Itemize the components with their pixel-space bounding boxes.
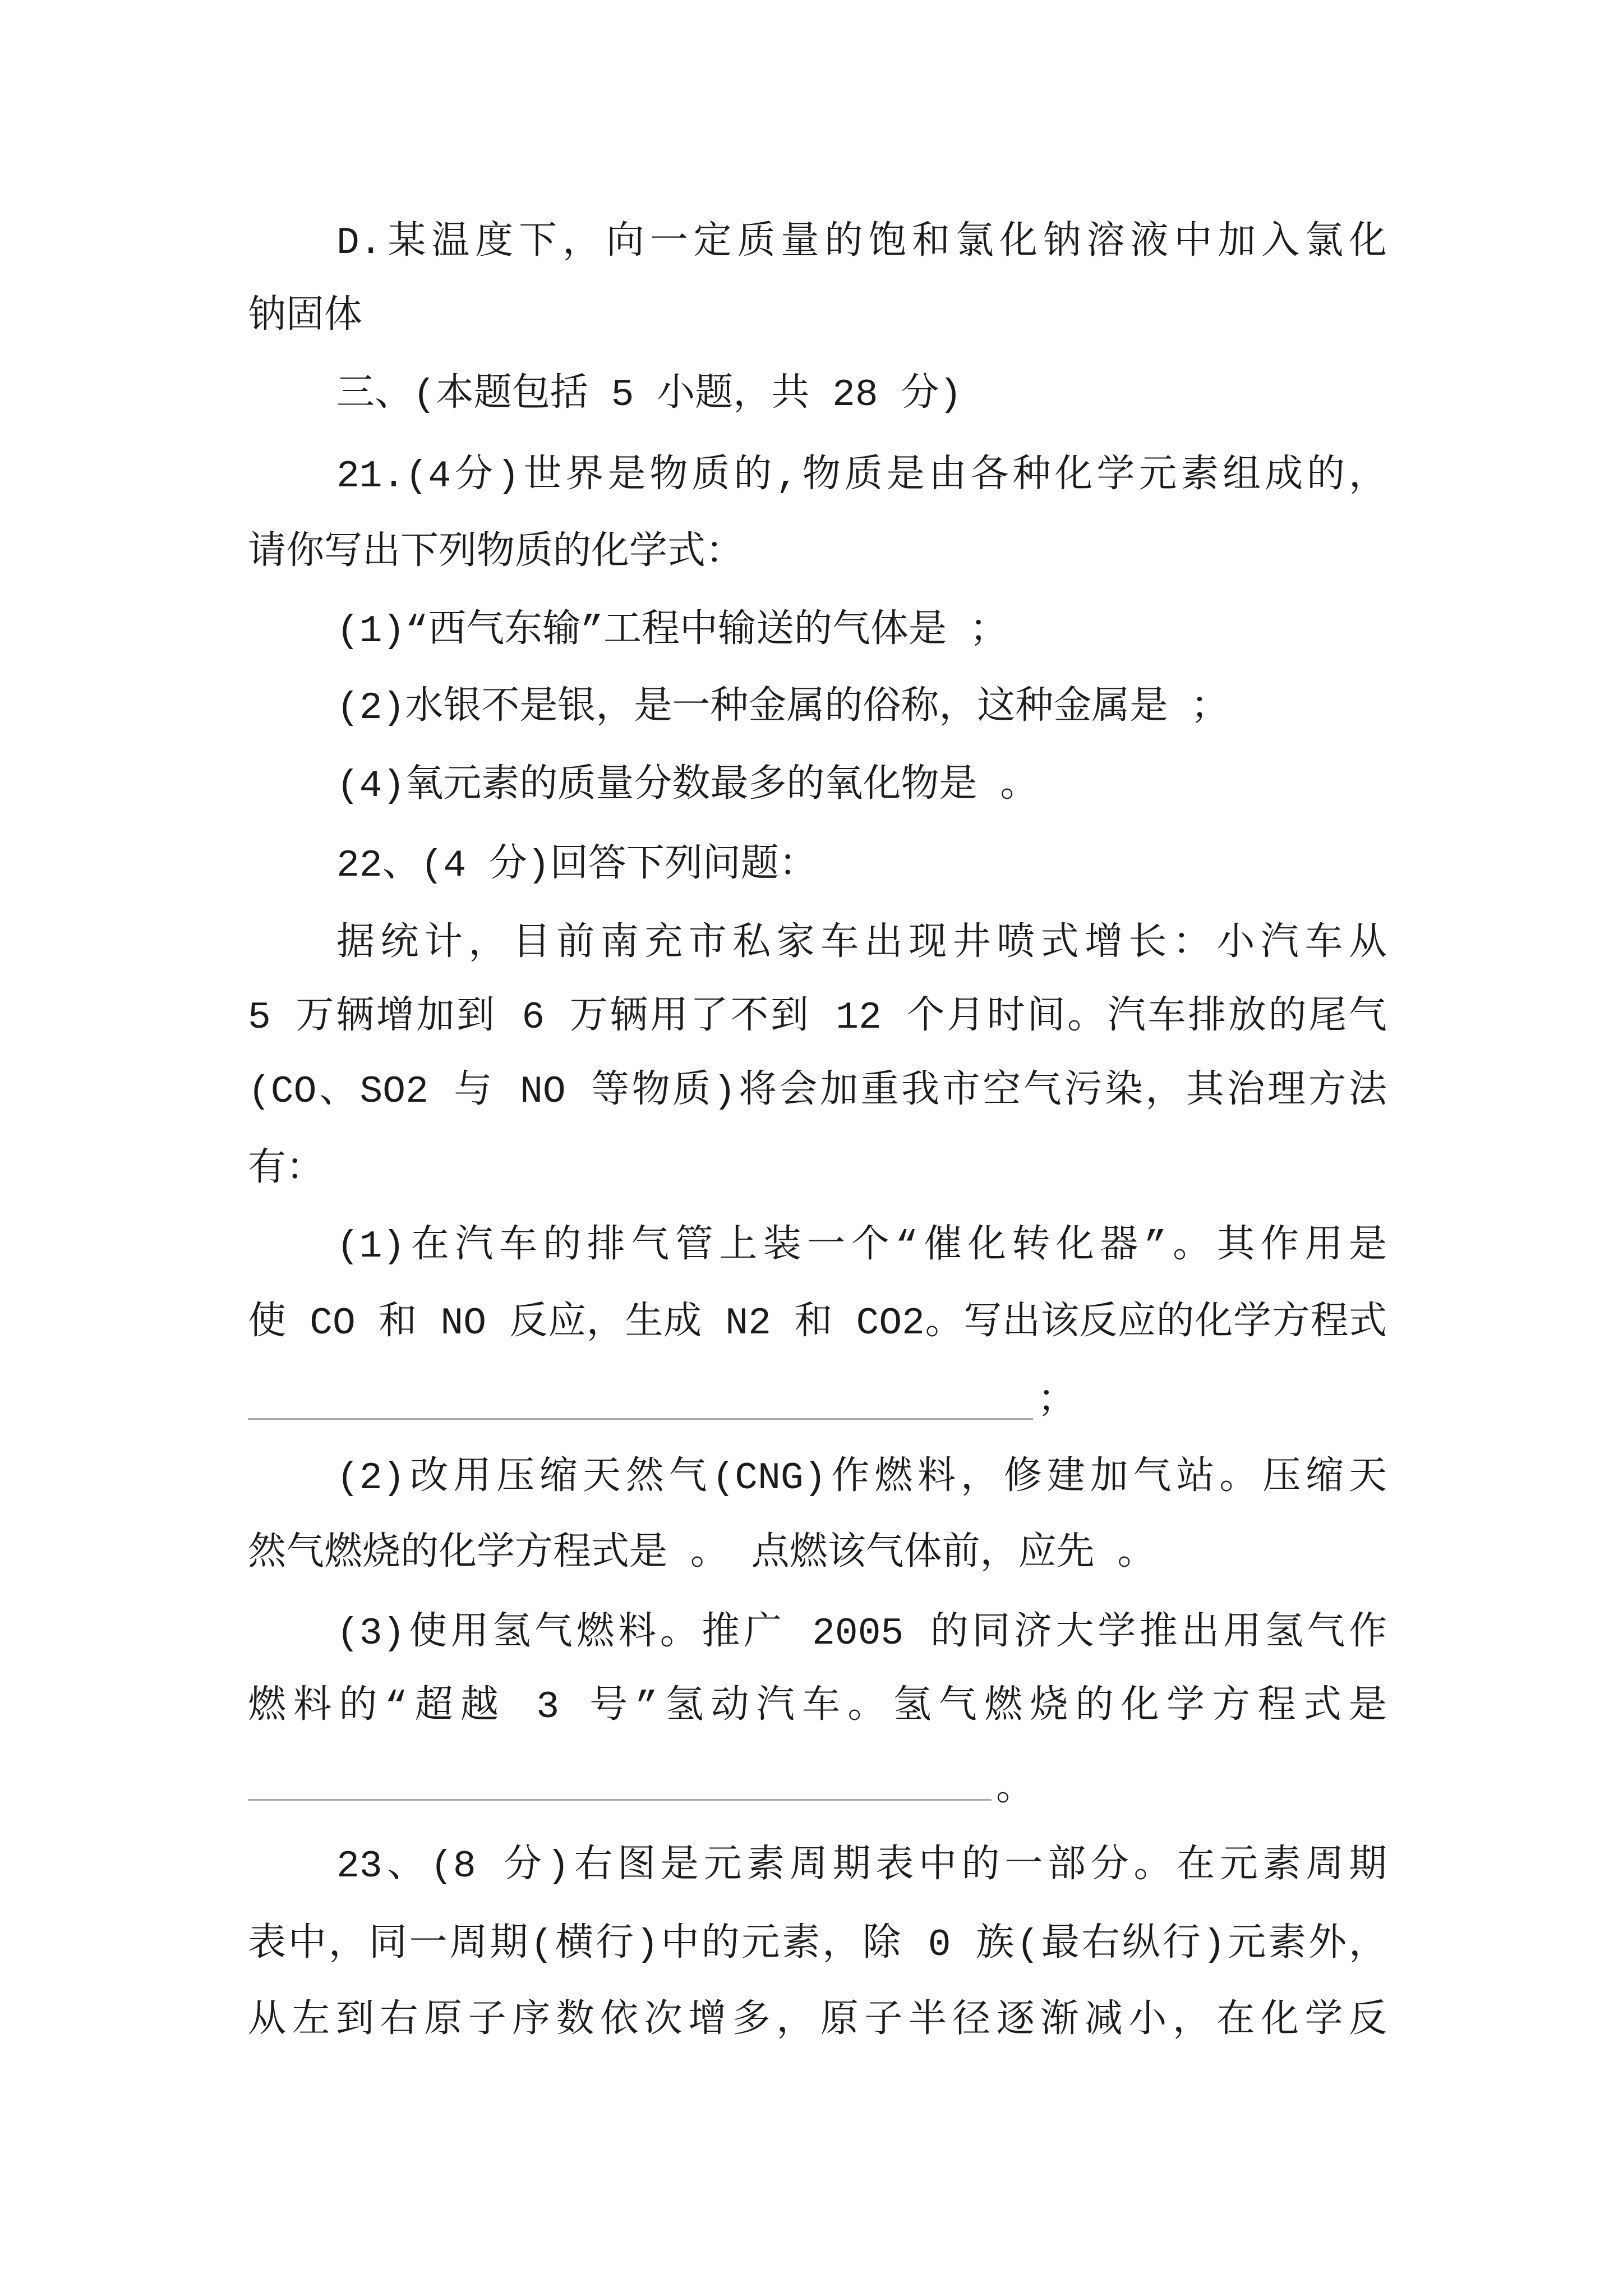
question-23-stem: 23、(8 分)右图是元素周期表中的一部分。在元素周期 bbox=[336, 1845, 1387, 1888]
question-22-passage-continued: (CO、SO2 与 NO 等物质)将会加重我市空气污染，其治理方法 bbox=[248, 1070, 1387, 1114]
question-22-item-2-continued: 然气燃烧的化学方程式是 。 点燃该气体前，应先 。 bbox=[248, 1533, 1156, 1576]
question-22-passage: 据统计，目前南充市私家车出现井喷式增长：小汽车从 bbox=[336, 923, 1387, 966]
answer-blank-end-mark: 。 bbox=[996, 1768, 1035, 1811]
section-three-heading: 三、(本题包括 5 小题，共 28 分) bbox=[336, 374, 962, 417]
question-22-passage-continued: 5 万辆增加到 6 万辆用了不到 12 个月时间。汽车排放的尾气 bbox=[248, 996, 1387, 1039]
question-22-item-2: (2)改用压缩天然气(CNG)作燃料，修建加气站。压缩天 bbox=[336, 1457, 1387, 1500]
option-d-text-continued: 钠固体 bbox=[248, 296, 363, 339]
question-21-stem: 21.(4分)世界是物质的,物质是由各种化学元素组成的， bbox=[336, 455, 1387, 498]
question-22-item-3-continued: 燃料的“超越 3 号”氢动汽车。氢气燃烧的化学方程式是 bbox=[248, 1686, 1387, 1729]
answer-blank-underline bbox=[248, 1799, 992, 1801]
question-22-item-3: (3)使用氢气燃料。推广 2005 的同济大学推出用氢气作 bbox=[336, 1612, 1387, 1655]
question-22-stem: 22、(4 分)回答下列问题： bbox=[336, 844, 817, 887]
question-21-stem-continued: 请你写出下列物质的化学式： bbox=[248, 532, 744, 575]
question-21-item-2: (2)水银不是银，是一种金属的俗称，这种金属是 ； bbox=[336, 687, 1229, 730]
question-23-stem-continued: 表中，同一周期(横行)中的元素，除 0 族(最右纵行)元素外， bbox=[248, 1924, 1387, 1967]
question-22-passage-continued: 有： bbox=[248, 1148, 325, 1191]
question-21-item-4: (4)氧元素的质量分数最多的氧化物是 。 bbox=[336, 765, 1039, 808]
question-22-item-1-continued: 使 CO 和 NO 反应，生成 N2 和 CO2。写出该反应的化学方程式 bbox=[248, 1302, 1387, 1345]
question-21-item-1: (1)“西气东输”工程中输送的气体是 ； bbox=[336, 610, 1008, 653]
question-22-item-1: (1)在汽车的排气管上装一个“催化转化器”。其作用是 bbox=[336, 1225, 1387, 1268]
answer-blank-end-mark: ； bbox=[1038, 1380, 1076, 1423]
option-d-text: D.某温度下，向一定质量的饱和氯化钠溶液中加入氯化 bbox=[336, 222, 1387, 265]
question-23-stem-continued: 从左到右原子序数依次增多，原子半径逐渐减小，在化学反 bbox=[248, 2000, 1387, 2043]
answer-blank-underline bbox=[248, 1418, 1033, 1420]
